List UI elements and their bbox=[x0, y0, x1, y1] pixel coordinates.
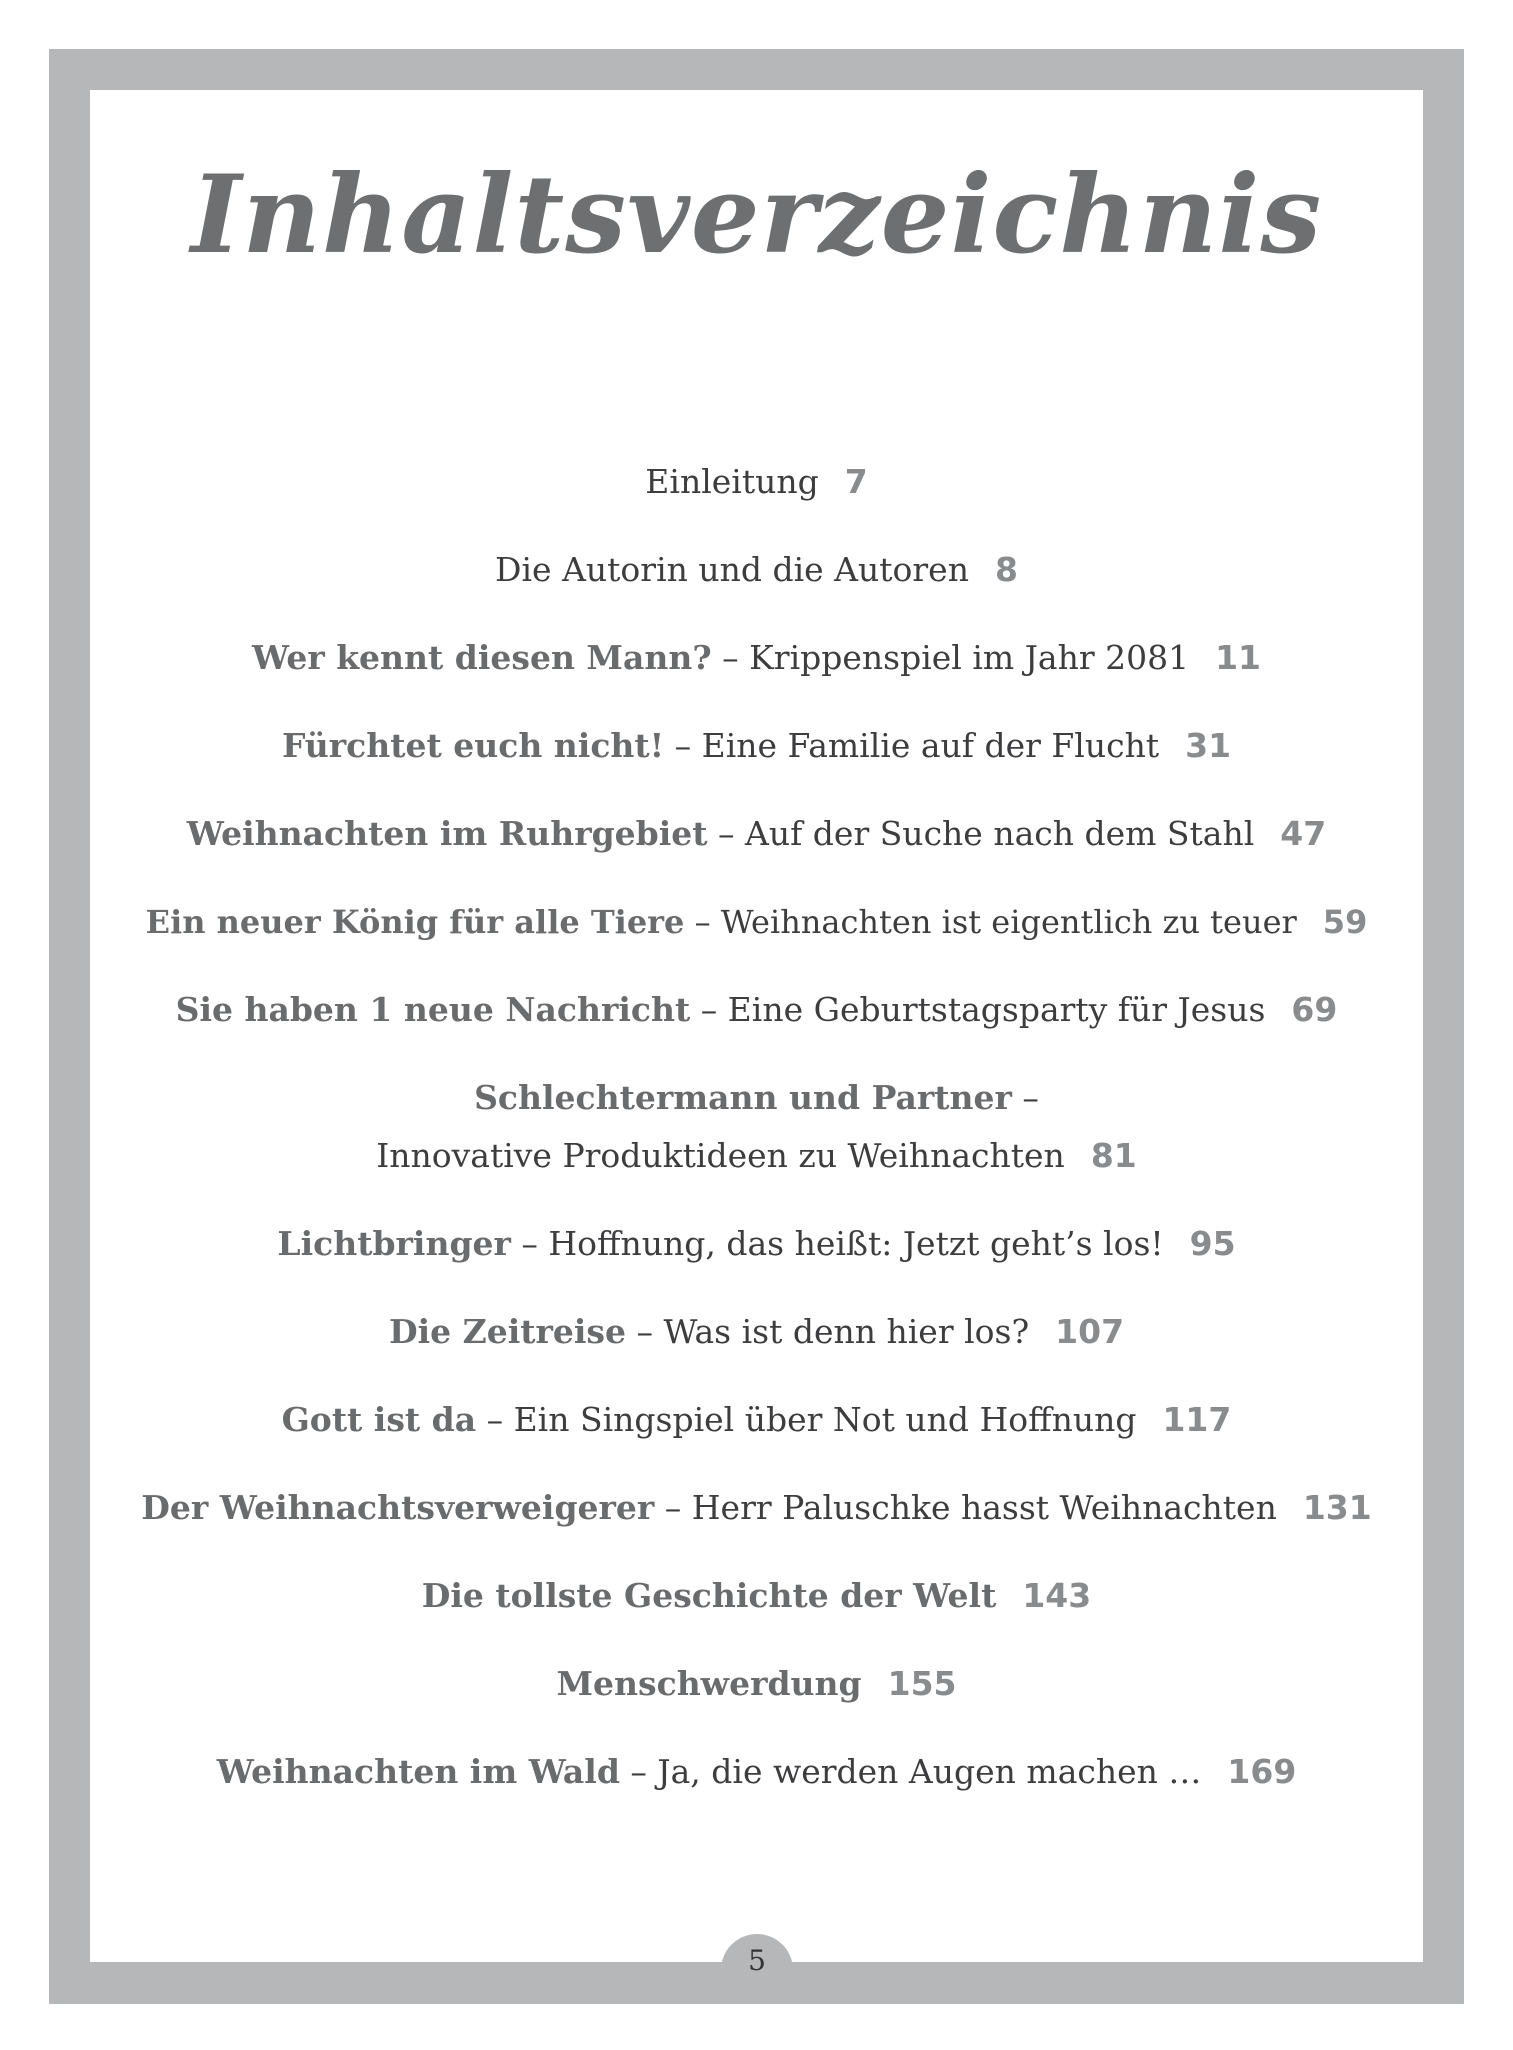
toc-entry[interactable] bbox=[0, 1215, 1513, 1273]
toc-entry-title: Lichtbringer bbox=[277, 1224, 511, 1263]
toc-entry-page: 31 bbox=[1185, 726, 1232, 765]
toc-entry[interactable] bbox=[0, 1391, 1513, 1449]
toc-entry-page: 69 bbox=[1291, 990, 1338, 1029]
toc-entry[interactable] bbox=[0, 1567, 1513, 1625]
toc-entry-title: Ein neuer König für alle Tiere bbox=[145, 903, 685, 941]
toc-entry-page: 155 bbox=[887, 1664, 957, 1703]
toc-entry-page: 131 bbox=[1302, 1488, 1372, 1527]
toc-entry[interactable] bbox=[0, 1303, 1513, 1361]
toc-entry[interactable] bbox=[0, 717, 1513, 775]
toc-entry-subtitle: – Ja, die werden Augen machen … bbox=[619, 1752, 1202, 1791]
toc-entry-title: Weihnachten im Wald bbox=[216, 1752, 620, 1791]
toc-entry-subtitle: – Ein Singspiel über Not und Hoffnung bbox=[476, 1400, 1137, 1439]
toc-entry-subtitle: – Eine Familie auf der Flucht bbox=[664, 726, 1160, 765]
toc-entry[interactable] bbox=[0, 541, 1513, 599]
toc-entry-subtitle: – Hoffnung, das heißt: Jetzt geht’s los! bbox=[510, 1224, 1164, 1263]
toc-entry-title: Fürchtet euch nicht! bbox=[281, 726, 665, 765]
toc-entry-page: 143 bbox=[1022, 1576, 1092, 1615]
toc-entry-subtitle: – Was ist denn hier los? bbox=[625, 1312, 1030, 1351]
toc-entry-subtitle: – Eine Geburtstagsparty für Jesus bbox=[690, 990, 1266, 1029]
toc-entry-page: 169 bbox=[1227, 1752, 1297, 1791]
toc-entry-page: 59 bbox=[1322, 903, 1368, 941]
toc-entry[interactable] bbox=[0, 453, 1513, 511]
toc-entry-title: Weihnachten im Ruhrgebiet bbox=[186, 814, 708, 853]
toc-entry-line-1 bbox=[0, 1069, 1513, 1127]
toc-entry[interactable] bbox=[0, 981, 1513, 1039]
toc-entry-page: 47 bbox=[1280, 814, 1327, 853]
toc-entry[interactable] bbox=[0, 893, 1513, 951]
toc-entry-page: 81 bbox=[1090, 1136, 1137, 1175]
toc-entry-subtitle: – Auf der Suche nach dem Stahl bbox=[707, 814, 1255, 853]
toc-entry-title: Menschwerdung bbox=[556, 1664, 862, 1703]
page-title: Inhaltsverzeichnis bbox=[190, 152, 1323, 278]
toc-entry[interactable] bbox=[0, 1743, 1513, 1801]
toc-entry-subtitle: – Weihnachten ist eigentlich zu teuer bbox=[684, 903, 1297, 941]
toc-entry-page: 107 bbox=[1055, 1312, 1125, 1351]
toc-entry-page: 11 bbox=[1215, 638, 1262, 677]
page-number: 5 bbox=[748, 1944, 766, 1977]
toc-entry[interactable] bbox=[0, 805, 1513, 863]
toc-entry-subtitle: – Krippenspiel im Jahr 2081 bbox=[711, 638, 1190, 677]
toc-entry-subtitle-continued: Innovative Produktideen zu Weihnachten bbox=[376, 1136, 1065, 1175]
toc-entry-title: Gott ist da bbox=[281, 1400, 477, 1439]
toc-entry-title: Die Zeitreise bbox=[388, 1312, 626, 1351]
toc-entry-subtitle: – Herr Paluschke hasst Weihnachten bbox=[654, 1488, 1277, 1527]
toc-entry-title: Die tollste Geschichte der Welt bbox=[421, 1576, 997, 1615]
toc-entry-title: Sie haben 1 neue Nachricht bbox=[175, 990, 691, 1029]
toc-entry-page: 8 bbox=[994, 550, 1018, 589]
toc-entry[interactable] bbox=[0, 1655, 1513, 1713]
toc-entry-title: Einleitung bbox=[645, 462, 819, 501]
toc-entry-subtitle: – bbox=[1011, 1078, 1039, 1117]
toc-entry[interactable] bbox=[0, 1069, 1513, 1185]
toc-entry-title: Der Weihnachtsverweigerer bbox=[141, 1488, 655, 1527]
toc-entry-title: Wer kennt diesen Mann? bbox=[251, 638, 712, 677]
toc-entry-page: 117 bbox=[1162, 1400, 1232, 1439]
toc-entry-page: 95 bbox=[1189, 1224, 1236, 1263]
toc-entry-title: Die Autorin und die Autoren bbox=[495, 550, 969, 589]
toc-entry[interactable] bbox=[0, 629, 1513, 687]
toc-entry-line-2 bbox=[0, 1127, 1513, 1185]
toc-entry-title: Schlechtermann und Partner bbox=[474, 1078, 1012, 1117]
toc-entry[interactable] bbox=[0, 1479, 1513, 1537]
toc-entry-page: 7 bbox=[844, 462, 868, 501]
